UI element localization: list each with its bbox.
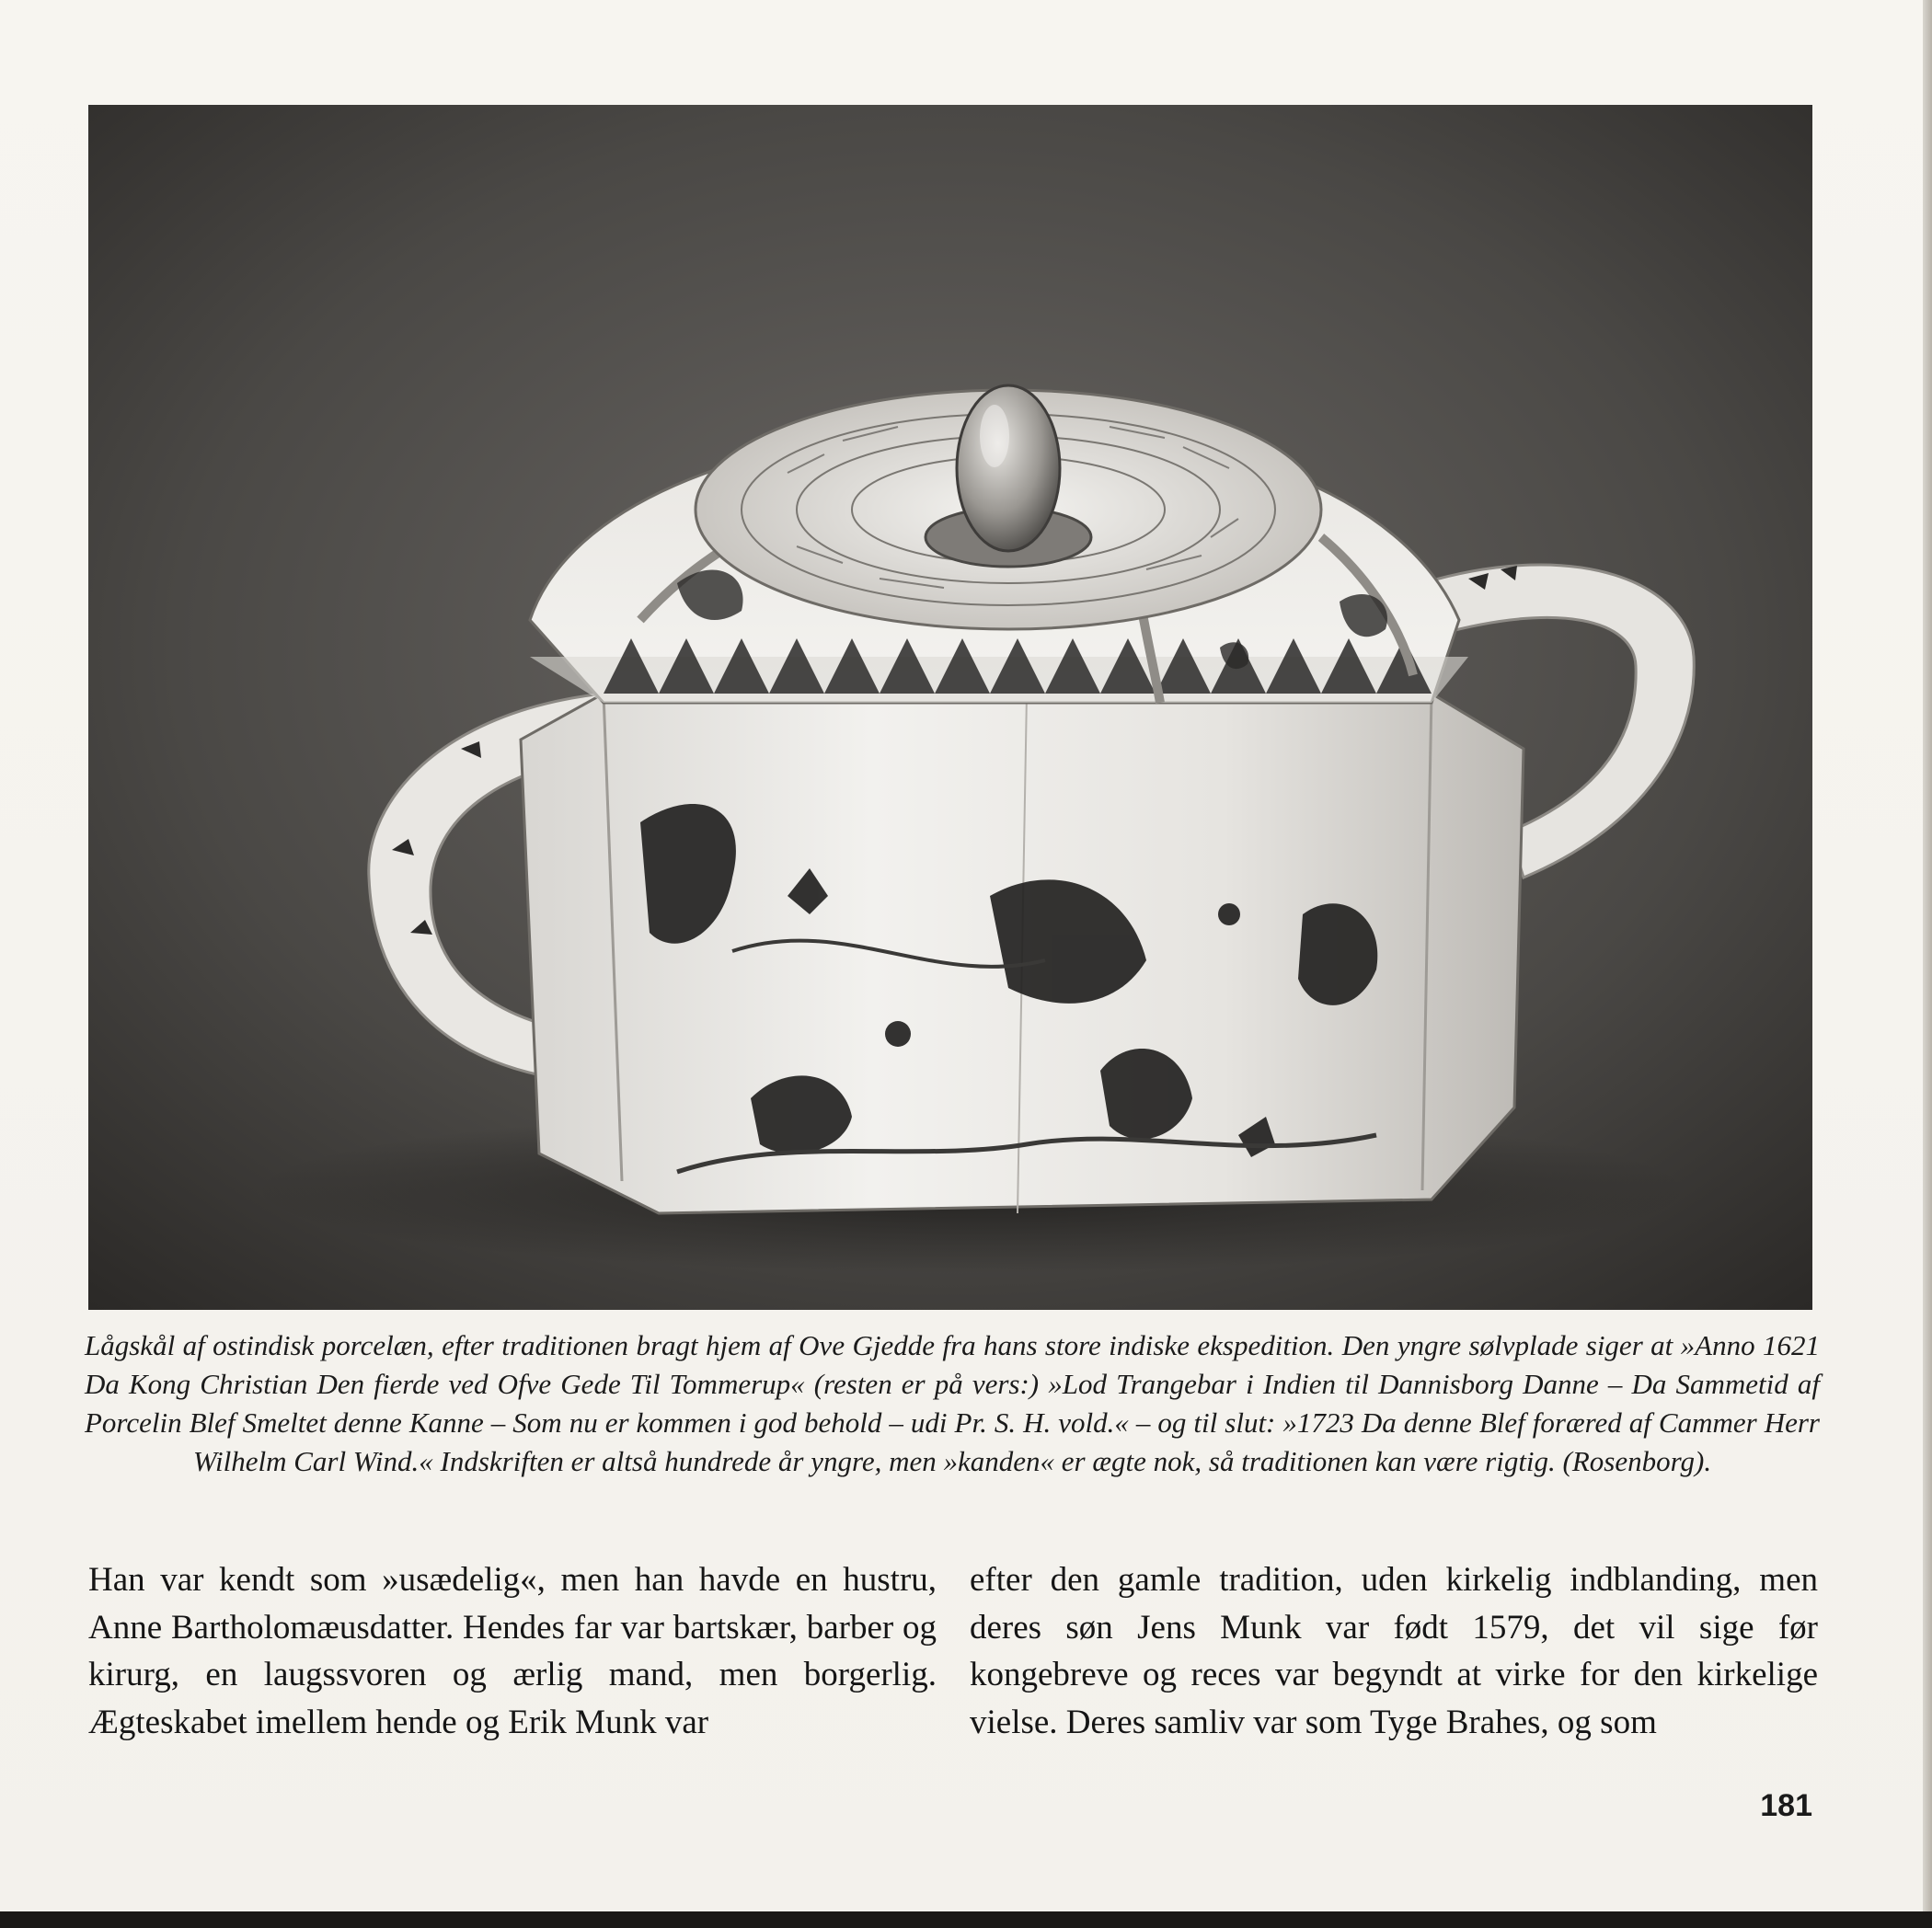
- body-text-right-column: efter den gamle tradition, uden kirkelig indblanding, men deres søn Jens Munk var født 1579, det vil sige før kongebreve og reces var begyndt at virke for den kirkelige vielse. Deres samliv var som Tyge Brahes, og som: [970, 1561, 1818, 1741]
- page-number: 181: [1760, 1788, 1812, 1823]
- body-text-left-column: Han var kendt som »usædelig«, men han havde en hustru, Anne Bartholomæusdatter. Hendes far var bartskær, barber og kirurg, en laugssvoren og ærlig mand, men borgerlig. Ægteskabet imellem hende og Erik Munk var: [88, 1561, 937, 1741]
- page-edge-right: [1923, 0, 1932, 1928]
- body-text: [88, 1556, 1818, 1746]
- lid-knob: [957, 385, 1060, 551]
- photo-illustration: [88, 105, 1812, 1310]
- porcelain-bowl-photograph: [88, 105, 1812, 1310]
- figure-caption: Lågskål af ostindisk porcelæn, efter traditionen bragt hjem af Ove Gjedde fra hans store indiske ekspedition. Den yngre sølvplade siger at »Anno 1621 Da Kong Christian Den fierde ved Ofve Gede Til Tommerup« (resten er på vers:) »Lod Trangebar i Indien til Dannisborg Danne – Da Sammetid af Porcelin Blef Smeltet denne Kanne – Som nu er kommen i god behold – udi Pr. S. H. vold.« – og til slut: »1723 Da denne Blef foræred af Cammer Herr Wilhelm Carl Wind.« Indskriften er altså hundrede år yngre, men »kanden« er ægte nok, så traditionen kan være rigtig. (Rosenborg).: [85, 1329, 1820, 1477]
- page-edge-bottom: [0, 1911, 1932, 1928]
